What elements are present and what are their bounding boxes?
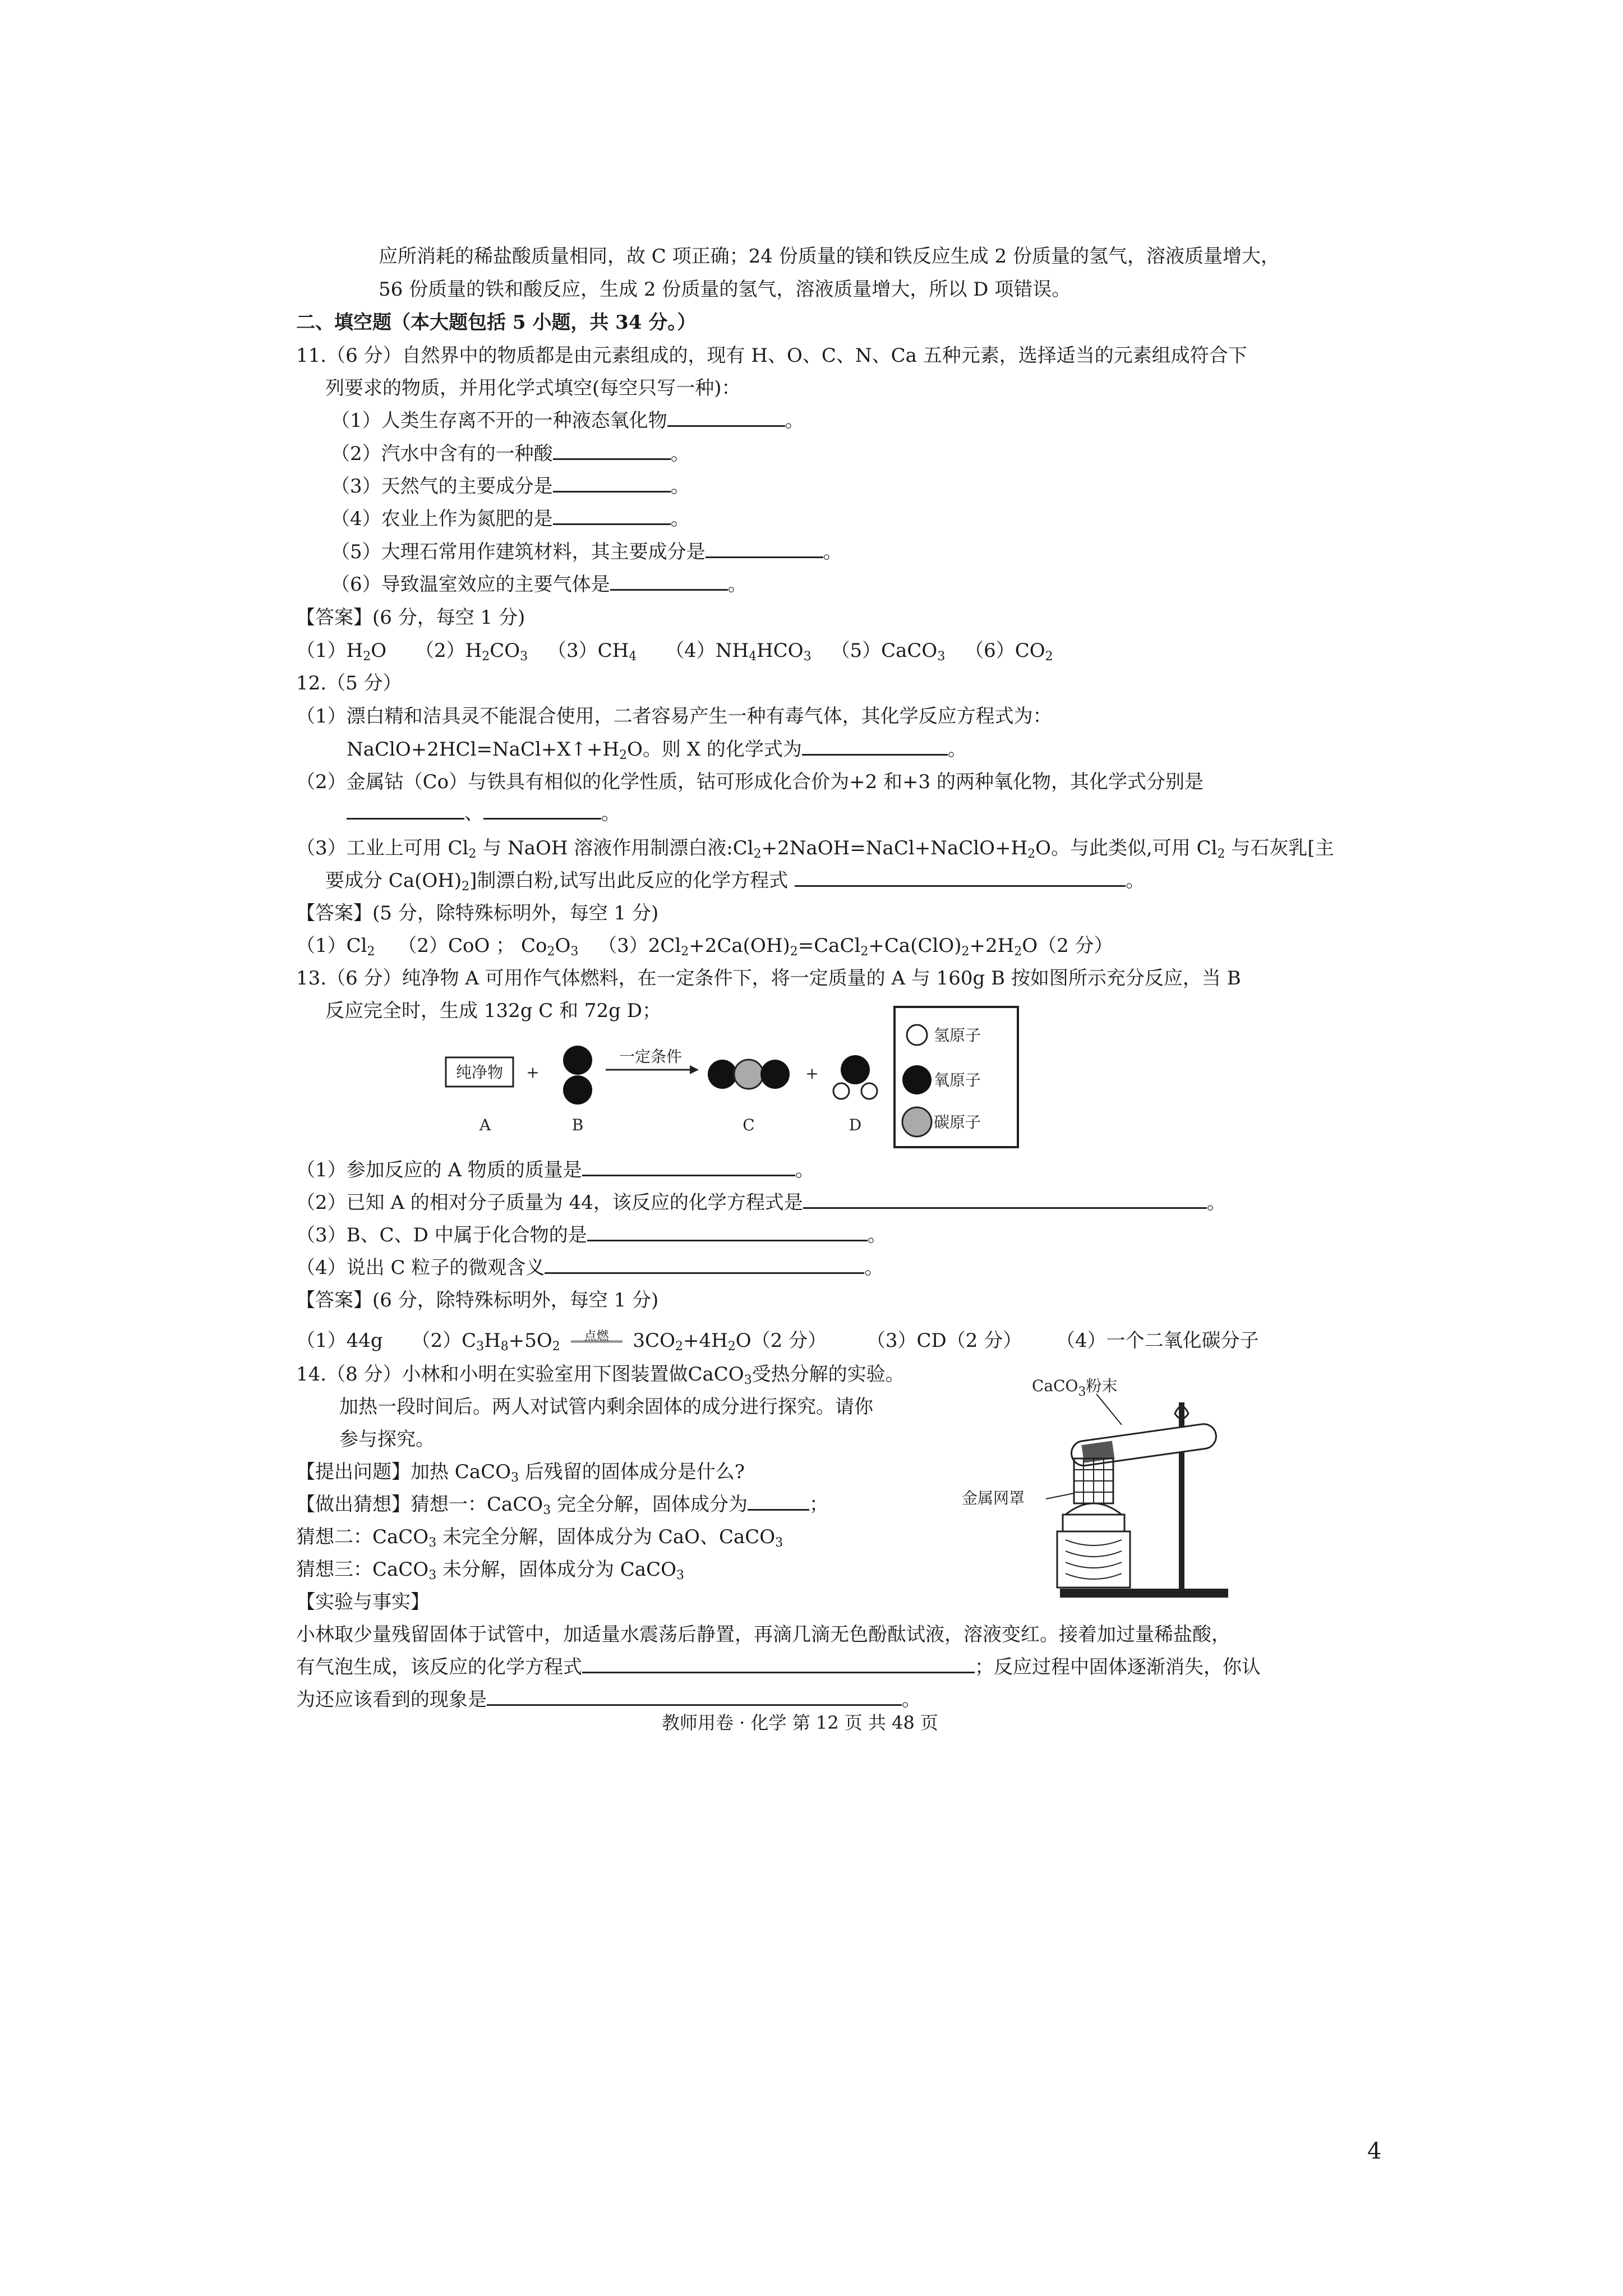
answer-blank[interactable] [802,737,948,756]
q14-stem-1: 14.（8 分）小林和小明在实验室用下图装置做CaCO$_3$受热分解的实验。 [296,1363,905,1387]
q12-part2-blanks: 、 。 [347,801,620,826]
q11-stem-2: 列要求的物质，并用化学式填空(每空只写一种)： [325,377,741,399]
q14-guess-3: 猜想三：CaCO$_3$ 未分解，固体成分为 CaCO$_3$ [296,1558,684,1582]
answer-blank[interactable] [553,507,671,525]
q13-stem-2: 反应完全时，生成 132g C 和 72g D； [325,1000,662,1022]
q12-part1-stem: （1）漂白精和洁具灵不能混合使用，二者容易产生一种有毒气体，其化学反应方程式为： [296,705,1052,728]
label-d: D [849,1116,862,1134]
q13-stem-1: 13.（6 分）纯净物 A 可用作气体燃料，在一定条件下，将一定质量的 A 与 160g B 按如图所示充分反应，当 B [296,967,1241,990]
oxygen-atom [841,1055,870,1084]
plus-sign-1: + [526,1063,540,1082]
q13-answer-label: 【答案】(6 分，除特殊标明外，每空 1 分) [296,1289,659,1312]
q11-item-6: （6）导致温室效应的主要气体是 。 [331,573,747,596]
q14-facts-heading: 【实验与事实】 [296,1591,430,1613]
legend-hydrogen-label: 氢原子 [934,1026,981,1045]
q14-stem-3: 参与探究。 [339,1428,435,1451]
q13-answer: （1）44g $(2)C_3H_8+5O_2$ 点燃 $3CO_2+4H_2O(2$ 分） （3）CD（2 分） （4）一个二氧化碳分子 [296,1329,1259,1354]
q12-part3-line1: （3）工业上可用 $Cl_2$ 与 NaOH 溶液作用制漂白液$:Cl_2+2NaOH=NaCl+NaClO+H_2O$。与此类似,可用 $Cl_2$ 与石灰乳[主 [296,837,1334,861]
q12-answer: $(1)Cl_2$ （2）CoO ； $Co_2O_3$ $(3)2Cl_2+2Ca(OH)_2=CaCl_2+Ca(ClO)_2+2H_2O(2$ 分） [296,935,1113,959]
label-b: B [571,1116,584,1134]
q12-part3-line2: 要成分 $Ca(OH)_2$]制漂白粉,试写出此反应的化学方程式 。 [325,869,1145,894]
q14-para-3: 为还应该看到的现象是 。 [296,1688,921,1711]
answer-blank[interactable] [347,801,464,820]
q11-item-3: （3）天然气的主要成分是 。 [331,475,690,498]
page-number: 4 [1367,2138,1382,2164]
net-label: 金属网罩 [962,1489,1025,1507]
q11-item-5: （5）大理石常用作建筑材料，其主要成分是 。 [331,541,842,563]
apparatus-figure [953,1369,1346,1616]
answer-blank[interactable] [795,868,1126,887]
answer-blank[interactable] [803,1190,1207,1209]
plus-sign-2: + [805,1064,819,1083]
hydrogen-atom [833,1083,849,1099]
arrow-head [690,1065,699,1074]
answer-blank[interactable] [487,1687,902,1706]
q14-stem-2: 加热一段时间后。两人对试管内剩余固体的成分进行探究。请你 [339,1396,873,1418]
q14-guess-2: 猜想二：CaCO$_3$ 未完全分解，固体成分为 CaO、CaCO$_3$ [296,1526,783,1550]
q14-para-2: 有气泡生成，该反应的化学方程式 ；反应过程中固体逐渐消失，你认 [296,1656,1261,1678]
carryover-line-1: 应所消耗的稀盐酸质量相同，故 C 项正确；24 份质量的镁和铁反应生成 2 份质量的氢气，溶液质量增大， [379,245,1280,268]
hydrogen-atom [861,1083,877,1099]
answer-blank[interactable] [582,1158,795,1176]
ignite-arrow: 点燃 [571,1345,623,1347]
carbon-atom [734,1060,763,1089]
legend-oxygen-icon [902,1065,932,1094]
oxygen-atom [563,1075,592,1105]
q11-item-4: （4）农业上作为氮肥的是 。 [331,508,690,530]
q12-answer-label: 【答案】(5 分，除特殊标明外，每空 1 分) [296,902,659,924]
q14-guess-1: 【做出猜想】猜想一：CaCO$_3$ 完全分解，固体成分为 ； [296,1493,828,1517]
q11-answer: $(1)H_2O$ $(2)H_2CO_3$ $(3)CH_4$ $(4)NH_4HCO_3$ （5）CaCO$_3$ $(6)CO_2$ [296,639,1053,664]
answer-blank[interactable] [610,572,728,591]
stand-base [1060,1589,1228,1598]
reaction-figure [437,1007,1043,1153]
label-c: C [743,1116,755,1134]
oxygen-atom [760,1060,790,1089]
condition-label: 一定条件 [619,1047,683,1066]
q12-part2-stem: （2）金属钴（Co）与铁具有相似的化学性质，钴可形成化合价为+2 和+3 的两种氧化物，其化学式分别是 [296,771,1204,793]
answer-blank[interactable] [587,1223,868,1241]
answer-blank[interactable] [582,1655,975,1673]
answer-blank[interactable] [545,1255,864,1274]
page-footer: 教师用卷 · 化学 第 12 页 共 48 页 [662,1712,938,1733]
carryover-line-2: 56 份质量的铁和酸反应，生成 2 份质量的氢气，溶液质量增大，所以 D 项错误。 [379,278,1071,301]
q13-item-2: （2）已知 A 的相对分子质量为 44，该反应的化学方程式是 。 [296,1191,1226,1214]
answer-blank[interactable] [748,1492,809,1511]
legend-carbon-icon [902,1107,932,1137]
answer-blank[interactable] [706,540,823,558]
answer-blank[interactable] [553,474,671,493]
q13-item-4: （4）说出 C 粒子的微观含义 。 [296,1257,884,1279]
q13-item-3: （3）B、C、D 中属于化合物的是 。 [296,1224,887,1246]
legend-oxygen-label: 氧原子 [934,1071,981,1089]
q14-question: 【提出问题】加热 CaCO$_3$ 后残留的固体成分是什么? [296,1461,745,1485]
legend-carbon-label: 碳原子 [934,1113,981,1131]
oxygen-atom [708,1060,737,1089]
alcohol-lamp [1057,1503,1130,1588]
q11-answer-label: 【答案】(6 分，每空 1 分) [296,606,525,629]
oxygen-atom [563,1046,592,1075]
q11-item-2: （2）汽水中含有的一种酸 。 [331,443,690,465]
q13-item-1: （1）参加反应的 A 物质的质量是 。 [296,1159,814,1181]
q11-stem-1: 11.（6 分）自然界中的物质都是由元素组成的，现有 H、O、C、N、Ca 五种元素，选择适当的元素组成符合下 [296,344,1247,367]
answer-blank[interactable] [553,441,671,460]
label-a: A [479,1116,491,1134]
powder-label: CaCO$_3$粉末 [1032,1377,1118,1399]
q11-item-1: （1）人类生存离不开的一种液态氧化物 。 [331,409,804,432]
q12-head: 12.（5 分） [296,672,402,694]
q14-para-1: 小林取少量残留固体于试管中，加适量水震荡后静置，再滴几滴无色酚酞试液，溶液变红。接着加过量稀盐酸， [296,1623,1230,1646]
section-heading: 二、填空题（本大题包括 5 小题，共 34 分。） [296,311,697,334]
q12-part1-eq: $NaClO+2HCl=NaCl+X↑+H_2O$。则 X 的化学式为 。 [347,738,967,762]
answer-blank[interactable] [667,408,785,427]
pure-substance-label: 纯净物 [455,1063,504,1082]
answer-blank[interactable] [483,801,601,820]
test-tube [1070,1423,1218,1467]
legend-hydrogen-icon [907,1025,927,1045]
